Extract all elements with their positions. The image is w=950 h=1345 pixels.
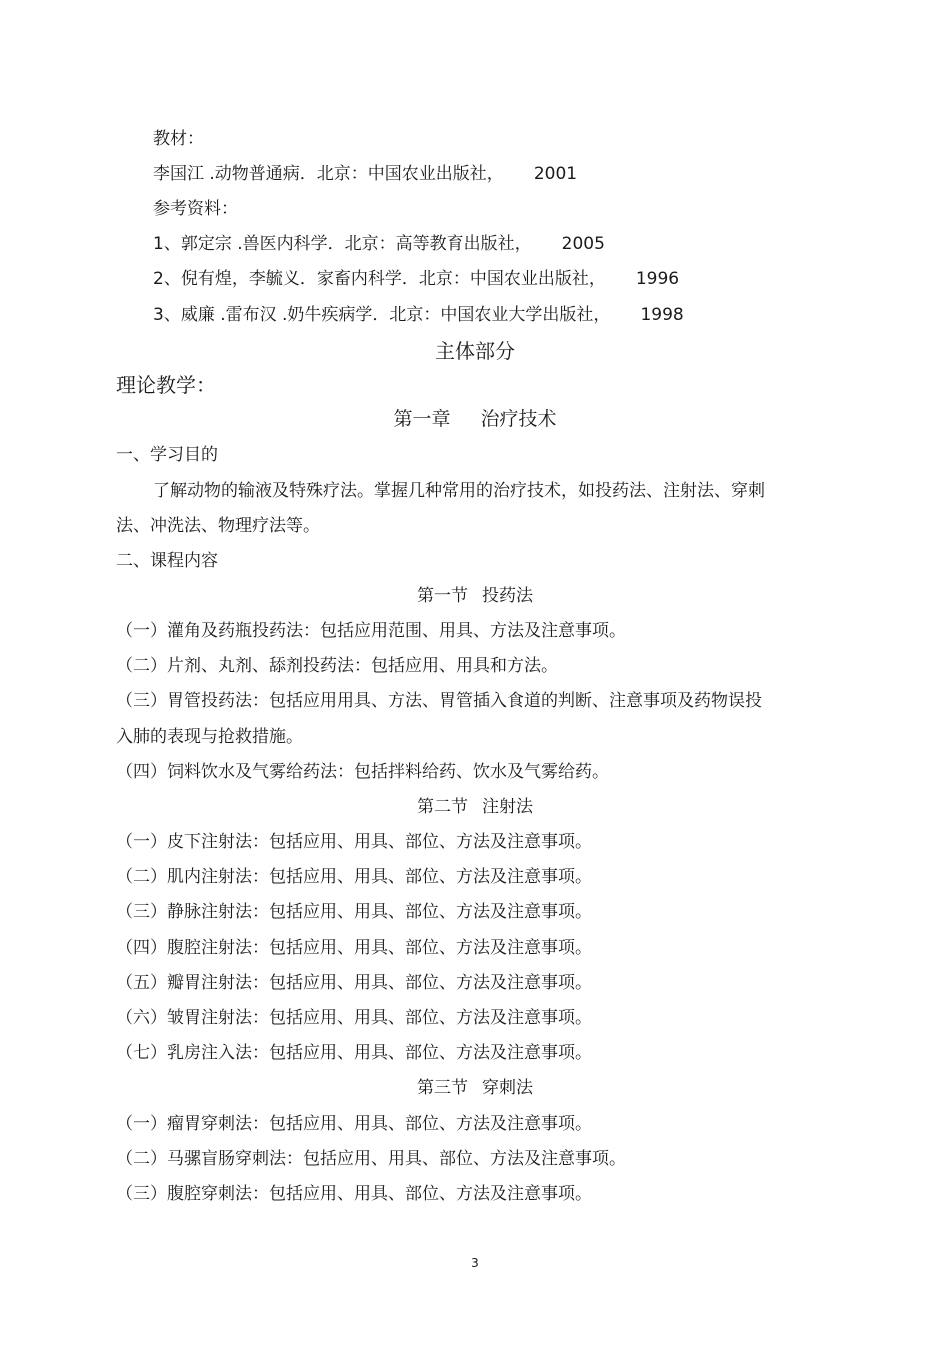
reference-text: 1、郭定宗 .兽医内科学．北京：高等教育出版社， bbox=[153, 234, 532, 254]
main-title: 主体部分 bbox=[435, 339, 515, 363]
reference-item bbox=[153, 268, 679, 290]
textbook-entry-text: 李国江 .动物普通病．北京：中国农业出版社， bbox=[153, 164, 504, 184]
section-heading bbox=[0, 796, 950, 818]
section-title: 投药法 bbox=[482, 586, 533, 606]
list-item: （三）胃管投药法：包括应用用具、方法、胃管插入食道的判断、注意事项及药物误投 bbox=[116, 691, 762, 711]
theory-heading: 理论教学： bbox=[116, 373, 216, 397]
section-title: 穿刺法 bbox=[482, 1078, 533, 1098]
list-item: （六）皱胃注射法：包括应用、用具、部位、方法及注意事项。 bbox=[116, 1008, 592, 1028]
list-item: （二）马骡盲肠穿刺法：包括应用、用具、部位、方法及注意事项。 bbox=[116, 1149, 626, 1169]
section-heading bbox=[0, 585, 950, 607]
chapter-heading bbox=[0, 408, 950, 430]
list-item: （七）乳房注入法：包括应用、用具、部位、方法及注意事项。 bbox=[116, 1043, 592, 1063]
section-heading bbox=[0, 1077, 950, 1099]
list-item: （二）肌内注射法：包括应用、用具、部位、方法及注意事项。 bbox=[116, 867, 592, 887]
reference-text: 2、倪有煌，李毓义．家畜内科学．北京：中国农业出版社， bbox=[153, 269, 606, 289]
list-item: （二）片剂、丸剂、舔剂投药法：包括应用、用具和方法。 bbox=[116, 656, 558, 676]
section-title: 注射法 bbox=[482, 797, 533, 817]
reference-item bbox=[153, 233, 605, 255]
list-item: （一）瘤胃穿刺法：包括应用、用具、部位、方法及注意事项。 bbox=[116, 1114, 592, 1134]
section-number: 第三节 bbox=[417, 1078, 468, 1098]
list-item: （五）瓣胃注射法：包括应用、用具、部位、方法及注意事项。 bbox=[116, 973, 592, 993]
reference-year: 2005 bbox=[561, 234, 605, 254]
textbook-entry-year: 2001 bbox=[533, 164, 578, 184]
section-number: 第一节 bbox=[417, 586, 468, 606]
page-number: 3 bbox=[471, 1256, 479, 1270]
objectives-text-continued: 法、冲洗法、物理疗法等。 bbox=[116, 516, 320, 536]
content-heading: 二、课程内容 bbox=[116, 551, 218, 571]
reference-item bbox=[153, 304, 684, 326]
list-item: （四）腹腔注射法：包括应用、用具、部位、方法及注意事项。 bbox=[116, 938, 592, 958]
chapter-number: 第一章 bbox=[393, 408, 451, 430]
chapter-title: 治疗技术 bbox=[480, 408, 557, 430]
list-item: （一）皮下注射法：包括应用、用具、部位、方法及注意事项。 bbox=[116, 832, 592, 852]
list-item: 入肺的表现与抢救措施。 bbox=[116, 727, 303, 747]
list-item: （四）饲料饮水及气雾给药法：包括拌料给药、饮水及气雾给药。 bbox=[116, 762, 609, 782]
objectives-text: 了解动物的输液及特殊疗法。掌握几种常用的治疗技术，如投药法、注射法、穿刺 bbox=[153, 481, 765, 501]
list-item: （三）静脉注射法：包括应用、用具、部位、方法及注意事项。 bbox=[116, 902, 592, 922]
references-heading: 参考资料： bbox=[153, 199, 238, 219]
list-item: （一）灌角及药瓶投药法：包括应用范围、用具、方法及注意事项。 bbox=[116, 621, 626, 641]
reference-text: 3、威廉 .雷布汉 .奶牛疾病学．北京：中国农业大学出版社， bbox=[153, 305, 611, 325]
objectives-heading: 一、学习目的 bbox=[116, 445, 218, 465]
reference-year: 1998 bbox=[640, 305, 684, 325]
textbook-entry bbox=[153, 163, 577, 185]
list-item: （三）腹腔穿刺法：包括应用、用具、部位、方法及注意事项。 bbox=[116, 1184, 592, 1204]
textbook-heading: 教材： bbox=[153, 129, 204, 149]
section-number: 第二节 bbox=[417, 797, 468, 817]
reference-year: 1996 bbox=[635, 269, 680, 289]
